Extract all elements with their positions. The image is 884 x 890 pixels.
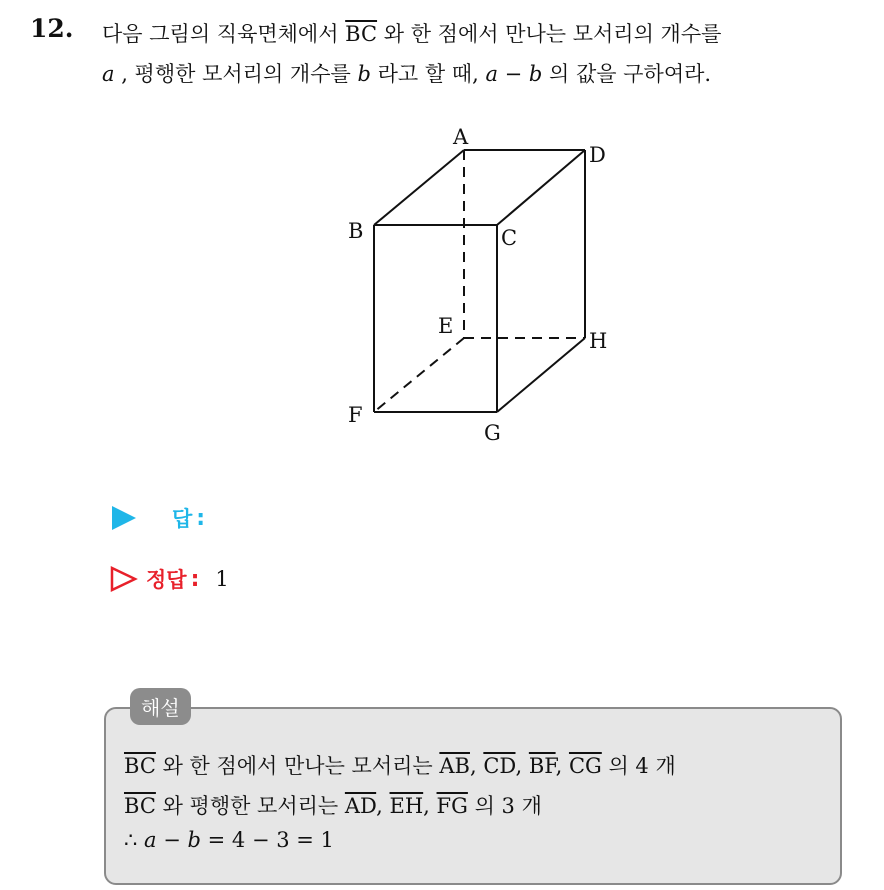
edge-cd [497, 150, 585, 225]
explanation-tag: 해설 [130, 688, 191, 725]
answer-colon: : [196, 505, 206, 531]
question-text: , 평행한 모서리의 개수를 [114, 62, 358, 86]
separator: , [376, 794, 390, 818]
question-line-1 [102, 18, 721, 48]
vertex-label-h: H [589, 329, 608, 353]
vertex-label-f: F [348, 403, 363, 427]
separator: , [423, 794, 437, 818]
correct-answer-colon: : [190, 566, 200, 592]
expression-a-minus-b: a − b [485, 62, 543, 86]
question-text: 의 값을 구하여라. [542, 62, 712, 86]
correct-answer-label: 정답 [146, 568, 187, 592]
correct-answer-row [110, 564, 229, 594]
vertex-label-a: A [453, 125, 469, 149]
therefore-symbol: ∴ [124, 828, 145, 852]
segment-bc: $\overline{BC}$ [124, 794, 156, 818]
explanation-line-3 [124, 828, 334, 852]
question-text: 와 한 점에서 만나는 모서리의 개수를 [377, 22, 722, 46]
variable-b: b [357, 62, 371, 86]
edge-ef-hidden [374, 338, 464, 412]
explanation-line-1 [124, 750, 676, 780]
answer-label: 답 [172, 507, 193, 531]
vertex-label-b: B [348, 219, 364, 243]
explanation-line-2 [124, 790, 542, 820]
question-line-2 [102, 58, 711, 88]
filled-triangle-marker-icon [110, 505, 138, 531]
edge-ab [374, 150, 464, 225]
vertex-label-c: C [501, 226, 518, 250]
cuboid-figure [330, 120, 640, 460]
explanation-text: 와 평행한 모서리는 [155, 794, 345, 818]
segment-cd: $\overline{CD}$ [483, 754, 516, 778]
segment-eh: $\overline{EH}$ [389, 794, 424, 818]
separator: , [469, 754, 484, 778]
separator: , [555, 754, 569, 778]
answer-row [110, 503, 219, 533]
expression-a-minus-b: a − b [144, 828, 201, 852]
segment-ad: $\overline{AD}$ [344, 794, 377, 818]
vertex-label-d: D [589, 143, 606, 167]
vertex-label-e: E [438, 314, 454, 338]
explanation-text: = 4 − 3 = 1 [200, 828, 334, 852]
explanation-text: 의 3 개 [467, 794, 542, 818]
question-text: 라고 할 때, [370, 62, 486, 86]
segment-cg: $\overline{CG}$ [568, 754, 602, 778]
outline-triangle-marker-icon [110, 566, 138, 592]
segment-bf: $\overline{BF}$ [528, 754, 556, 778]
variable-a: a [102, 62, 115, 86]
segment-bc: $\overline{BC}$ [345, 22, 378, 46]
explanation-text: 와 한 점에서 만나는 모서리는 [155, 754, 440, 778]
segment-fg: $\overline{FG}$ [436, 794, 468, 818]
segment-ab: $\overline{AB}$ [439, 754, 470, 778]
question-text: 다음 그림의 직육면체에서 [102, 22, 346, 46]
question-number: 12. [30, 14, 74, 43]
separator: , [515, 754, 529, 778]
segment-bc: $\overline{BC}$ [124, 754, 156, 778]
correct-answer-value: 1 [215, 567, 229, 591]
edge-gh [497, 338, 585, 412]
explanation-text: 의 4 개 [601, 754, 676, 778]
vertex-label-g: G [484, 421, 501, 445]
